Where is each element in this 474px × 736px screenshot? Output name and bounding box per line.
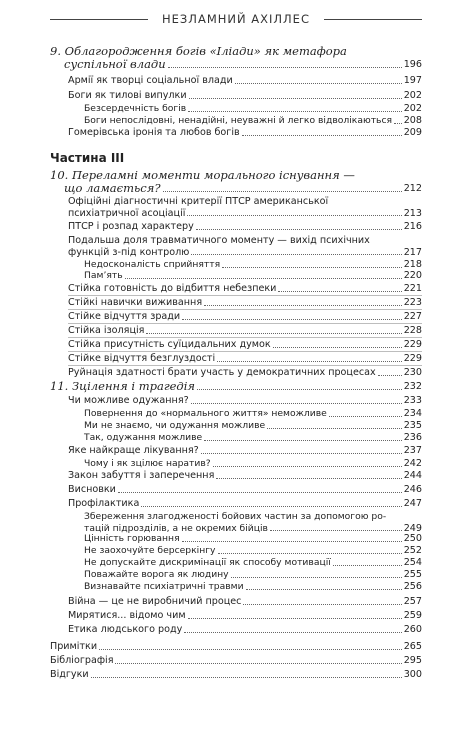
toc-leader-dots: [333, 565, 402, 566]
toc-leader-dots: [146, 333, 401, 334]
toc-entry-title: Офіційні діагностичні критерії ПТСР американської: [68, 196, 329, 207]
toc-page-number: 220: [403, 270, 422, 281]
toc-entry-title: Примітки: [50, 641, 98, 652]
running-header-title: НЕЗЛАМНИЙ АХІЛЛЕС: [162, 12, 310, 26]
toc-entry-title: Не заохочуйте берсеркінгу: [84, 545, 216, 556]
toc-entry-reviews[interactable]: [50, 669, 422, 681]
toc-leader-dots: [246, 589, 402, 590]
toc-page-number: 244: [403, 470, 422, 481]
toc-page-number: 221: [403, 283, 422, 294]
toc-entry-title: Так, одужання можливе: [84, 432, 203, 443]
toc-entry[interactable]: [68, 498, 422, 510]
toc-entry-title: Боги непослідовні, ненадійні, неуважні й легко відволікаються: [84, 115, 393, 126]
toc-entry[interactable]: [84, 103, 422, 115]
toc-entry-title: Збереження злагодженості бойових частин за допомогою ро-: [84, 511, 387, 522]
toc-entry-title: Стійке відчуття безглуздості: [68, 353, 216, 364]
toc-leader-dots: [278, 291, 401, 292]
toc-page-number: 228: [403, 325, 422, 336]
header-rule-right: [324, 19, 422, 20]
toc-leader-dots: [204, 440, 402, 441]
toc-entry[interactable]: [84, 557, 422, 569]
toc-entry-title: Ми не знаємо, чи одужання можливе: [84, 420, 266, 431]
toc-page-number: 229: [403, 353, 422, 364]
toc-entry[interactable]: [68, 596, 422, 608]
toc-page-number: 209: [403, 127, 422, 138]
toc-page-number: 236: [403, 432, 422, 443]
toc-entry-title-cont: функцій з-під контролю: [68, 246, 190, 258]
toc-entry[interactable]: [68, 75, 422, 87]
toc-entry-title: Недосконалість сприйняття: [84, 259, 221, 270]
toc-leader-dots: [168, 67, 402, 68]
toc-leader-dots: [196, 229, 402, 230]
toc-leader-dots: [189, 98, 402, 99]
toc-entry-title-cont: суспільної влади: [64, 57, 166, 71]
toc-entry-title: Поважайте ворога як людину: [84, 569, 229, 580]
toc-leader-dots: [235, 83, 402, 84]
toc-entry[interactable]: [84, 545, 422, 557]
toc-entry-title: ПТСР і розпад характеру: [68, 221, 194, 232]
toc-page-number: 255: [403, 569, 422, 580]
toc-entry-title: Цінність горювання: [84, 533, 180, 544]
toc-leader-dots: [329, 416, 402, 417]
toc-leader-dots: [115, 663, 401, 664]
toc-entry-title: 9. Облагородження богів «Іліади» як метафора: [50, 44, 347, 58]
toc-separator: [68, 365, 422, 366]
toc-leader-dots: [216, 478, 401, 479]
toc-entry[interactable]: [68, 367, 422, 379]
toc-leader-dots: [242, 135, 402, 136]
toc-entry-title: Яке найкраще лікування?: [68, 445, 199, 456]
toc-separator: [68, 351, 422, 352]
toc-leader-dots: [163, 191, 402, 192]
toc-entry-title: Етика людського роду: [68, 624, 183, 635]
toc-separator: [68, 295, 422, 296]
toc-entry[interactable]: [68, 196, 422, 219]
toc-entry-title: Мирятися... відомо чим: [68, 610, 186, 621]
toc-entry-title-cont: психіатричної асоціації: [68, 207, 186, 219]
toc-page-number: 213: [403, 207, 422, 219]
toc-page-number: 259: [403, 610, 422, 621]
toc-separator: [68, 323, 422, 324]
toc-entry[interactable]: [68, 484, 422, 496]
toc-entry-bibliography[interactable]: [50, 655, 422, 667]
toc-entry[interactable]: [84, 420, 422, 432]
toc-entry[interactable]: [68, 445, 422, 457]
toc-leader-dots: [188, 618, 402, 619]
toc-page-number: 208: [403, 115, 422, 126]
toc-entry-title: Чи можливе одужання?: [68, 395, 189, 406]
toc-leader-dots: [184, 632, 401, 633]
toc-page-number: 237: [403, 445, 422, 456]
part-heading: Частина III: [50, 151, 125, 165]
toc-entry[interactable]: [68, 221, 422, 233]
toc-leader-dots: [191, 254, 401, 255]
toc-leader-dots: [378, 375, 402, 376]
toc-separator: [68, 337, 422, 338]
toc-page-number: 252: [403, 545, 422, 556]
toc-leader-dots: [182, 541, 402, 542]
toc-page-number: 197: [403, 75, 422, 86]
toc-entry-title: Руйнація здатності брати участь у демократичних процесах: [68, 367, 376, 378]
toc-entry-title: Безсердечність богів: [84, 103, 187, 114]
toc-entry-title: Стійка присутність суїцидальних думок: [68, 339, 271, 350]
toc-page-number: 235: [403, 420, 422, 431]
toc-entry-title: Бібліографія: [50, 655, 114, 666]
toc-entry-notes[interactable]: [50, 641, 422, 653]
toc-entry[interactable]: [68, 470, 422, 482]
toc-leader-dots: [182, 319, 402, 320]
toc-entry-title: Не допускайте дискримінації як способу мотивації: [84, 557, 331, 568]
toc-leader-dots: [217, 361, 402, 362]
toc-entry[interactable]: [84, 569, 422, 581]
toc-entry-title: Боги як тилові випулки: [68, 90, 187, 101]
toc-entry-title: Закон забуття і заперечення: [68, 470, 215, 481]
toc-page-number: 229: [403, 339, 422, 350]
toc-entry[interactable]: [84, 259, 422, 271]
toc-entry-title: Пам’ять: [84, 270, 123, 281]
toc-page-number: 230: [403, 367, 422, 378]
toc-chapter-10[interactable]: [50, 169, 422, 195]
toc-page-number: 300: [403, 669, 422, 680]
toc-page-number: 260: [403, 624, 422, 635]
toc-entry[interactable]: [68, 235, 422, 258]
toc-entry-title: Армії як творці соціальної влади: [68, 75, 233, 86]
toc-entry[interactable]: [84, 533, 422, 545]
toc-page-number: 233: [403, 395, 422, 406]
toc-page-number: 249: [403, 522, 422, 534]
toc-page-number: 212: [403, 183, 422, 194]
toc-leader-dots: [188, 111, 401, 112]
toc-leader-dots: [91, 677, 402, 678]
toc-chapter-11[interactable]: [50, 380, 422, 393]
toc-entry-title-cont: тацій підрозділів, а не окремих бійців: [84, 522, 268, 534]
toc-leader-dots: [231, 577, 402, 578]
toc-entry-title: Відгуки: [50, 669, 89, 680]
toc-entry[interactable]: [84, 511, 422, 534]
toc-page-number: 196: [403, 59, 422, 70]
toc-entry-title: Визнавайте психіатричні травми: [84, 581, 244, 592]
toc-leader-dots: [222, 267, 402, 268]
toc-leader-dots: [270, 530, 402, 531]
toc-leader-dots: [213, 466, 402, 467]
toc-entry[interactable]: [68, 610, 422, 622]
toc-leader-dots: [141, 506, 401, 507]
toc-entry[interactable]: [68, 395, 422, 407]
toc-entry[interactable]: [68, 127, 422, 139]
toc-entry[interactable]: [84, 115, 422, 127]
toc-entry[interactable]: [68, 339, 422, 351]
toc-page-number: 232: [403, 381, 422, 392]
toc-page-number: 295: [403, 655, 422, 666]
toc-leader-dots: [243, 604, 401, 605]
toc-entry[interactable]: [68, 90, 422, 102]
toc-entry-title: Війна — це не виробничий процес: [68, 596, 242, 607]
toc-entry-title: Чому і як зцілює наратив?: [84, 458, 211, 469]
toc-entry-title: Профілактика: [68, 498, 140, 509]
toc-leader-dots: [267, 428, 401, 429]
toc-leader-dots: [197, 389, 402, 390]
toc-page-number: 217: [403, 246, 422, 258]
toc-entry-title: Повернення до «нормального життя» неможливе: [84, 408, 327, 419]
toc-entry[interactable]: [84, 408, 422, 420]
toc-page-number: 202: [403, 103, 422, 114]
toc-entry[interactable]: [84, 581, 422, 593]
toc-leader-dots: [394, 123, 402, 124]
toc-page-number: 257: [403, 596, 422, 607]
toc-entry[interactable]: [68, 325, 422, 337]
toc-leader-dots: [99, 649, 402, 650]
toc-page-number: 242: [403, 458, 422, 469]
toc-page-number: 202: [403, 90, 422, 101]
toc-entry-title: Стійке відчуття зради: [68, 311, 181, 322]
toc-entry[interactable]: [68, 283, 422, 295]
toc-page-number: 247: [403, 498, 422, 509]
toc-page-number: 223: [403, 297, 422, 308]
toc-entry[interactable]: [84, 270, 422, 282]
toc-entry-title: Гомерівська іронія та любов богів: [68, 127, 240, 138]
toc-entry-title: Висновки: [68, 484, 116, 495]
toc-chapter-9[interactable]: [50, 45, 422, 71]
toc-leader-dots: [218, 553, 402, 554]
toc-entry-title: Стійка готовність до відбиття небезпеки: [68, 283, 277, 294]
toc-entry[interactable]: [68, 353, 422, 365]
toc-leader-dots: [118, 492, 402, 493]
toc-entry-title: 10. Переламні моменти морального існування —: [50, 168, 355, 182]
toc-entry[interactable]: [68, 624, 422, 636]
toc-page-number: 265: [403, 641, 422, 652]
toc-entry-title: 11. Зцілення і трагедія: [50, 379, 196, 393]
toc-leader-dots: [187, 215, 401, 216]
toc-page-number: 218: [403, 259, 422, 270]
toc-entry[interactable]: [68, 311, 422, 323]
toc-page-number: 256: [403, 581, 422, 592]
toc-entry-title-cont: що ламається?: [64, 181, 161, 195]
toc-entry-title: Подальша доля травматичного моменту — вихід психічних: [68, 235, 370, 246]
toc-leader-dots: [125, 278, 402, 279]
toc-leader-dots: [204, 305, 402, 306]
toc-page-number: 246: [403, 484, 422, 495]
running-header: [50, 12, 422, 26]
toc-leader-dots: [273, 347, 402, 348]
toc-separator: [68, 309, 422, 310]
toc-page-number: 250: [403, 533, 422, 544]
toc-entry-title: Стійка ізоляція: [68, 325, 145, 336]
toc-entry-title: Стійкі навички виживання: [68, 297, 203, 308]
toc-page-number: 227: [403, 311, 422, 322]
toc-entry[interactable]: [68, 297, 422, 309]
toc-page-number: 254: [403, 557, 422, 568]
toc-page-number: 234: [403, 408, 422, 419]
toc-entry[interactable]: [84, 458, 422, 470]
toc-page-number: 216: [403, 221, 422, 232]
toc-leader-dots: [201, 453, 402, 454]
toc-entry[interactable]: [84, 432, 422, 444]
toc-leader-dots: [191, 403, 402, 404]
